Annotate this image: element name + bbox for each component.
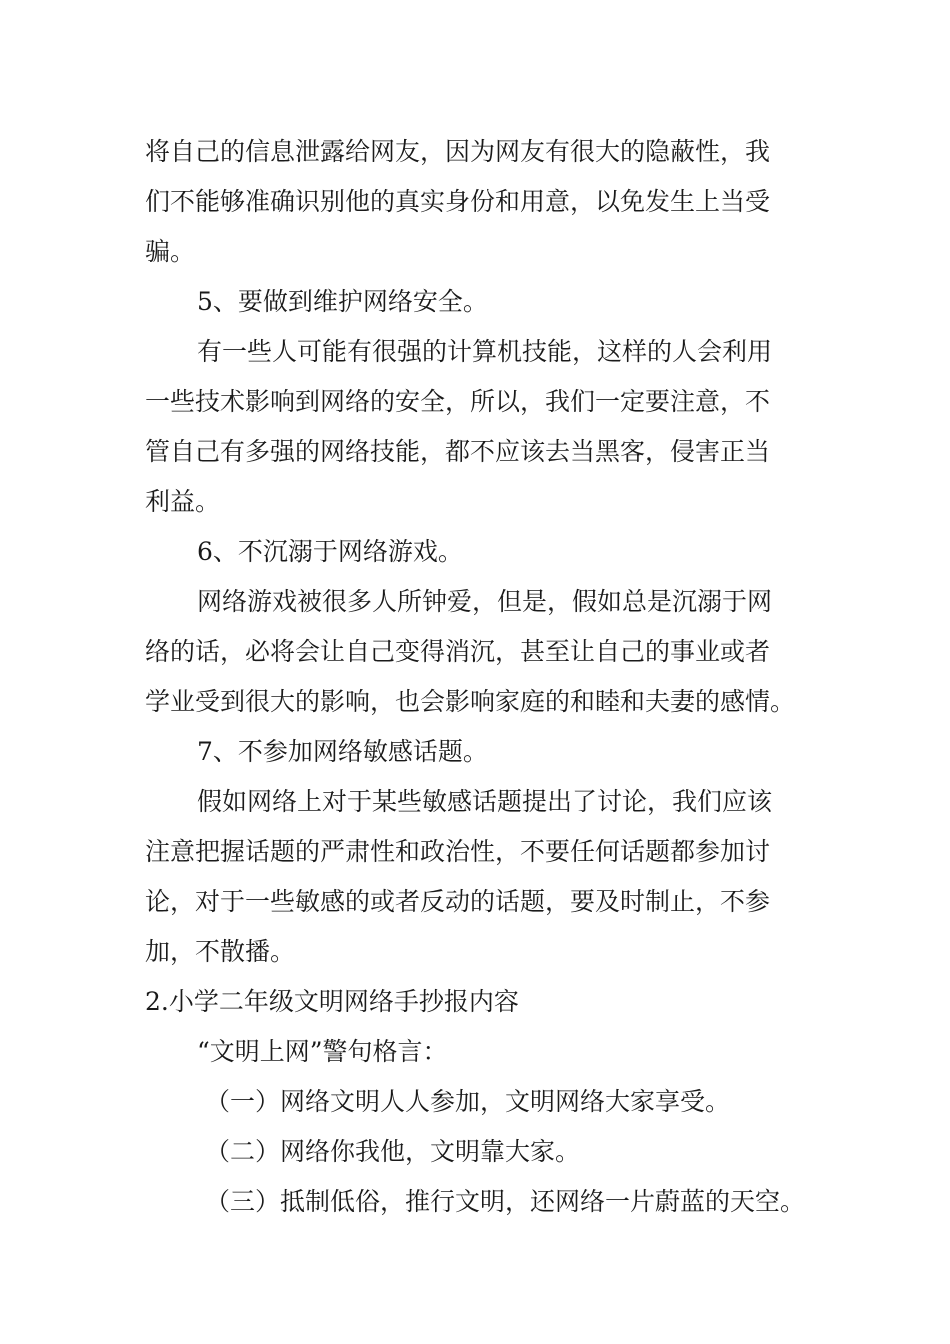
body-line: 将自己的信息泄露给网友，因为网友有很大的隐蔽性，我 <box>145 137 771 166</box>
body-line: 利益。 <box>145 487 221 516</box>
body-line: 管自己有多强的网络技能，都不应该去当黑客，侵害正当 <box>145 437 771 466</box>
motto-item: （二）网络你我他，文明靠大家。 <box>205 1137 581 1166</box>
body-line: 注意把握话题的严肃性和政治性，不要任何话题都参加讨 <box>145 837 771 866</box>
body-line: 网络游戏被很多人所钟爱，但是，假如总是沉溺于网 <box>197 587 773 616</box>
body-line: 学业受到很大的影响，也会影响家庭的和睦和夫妻的感情。 <box>145 687 796 716</box>
body-line: 一些技术影响到网络的安全，所以，我们一定要注意，不 <box>145 387 771 416</box>
body-line: 络的话，必将会让自己变得消沉，甚至让自己的事业或者 <box>145 637 771 666</box>
section-heading: 6、不沉溺于网络游戏。 <box>197 537 463 566</box>
body-line: 骗。 <box>145 237 196 266</box>
motto-item: （三）抵制低俗，推行文明，还网络一片蔚蓝的天空。 <box>205 1187 806 1216</box>
body-line: 们不能够准确识别他的真实身份和用意，以免发生上当受 <box>145 187 771 216</box>
motto-item: （一）网络文明人人参加，文明网络大家享受。 <box>205 1087 731 1116</box>
subheading: “文明上网”警句格言： <box>197 1037 448 1066</box>
document-body <box>145 127 815 1227</box>
body-line: 有一些人可能有很强的计算机技能，这样的人会利用 <box>197 337 773 366</box>
body-line: 论，对于一些敏感的或者反动的话题，要及时制止，不参 <box>145 887 771 916</box>
section-heading: 5、要做到维护网络安全。 <box>197 287 488 316</box>
body-line: 假如网络上对于某些敏感话题提出了讨论，我们应该 <box>197 787 773 816</box>
article-heading: 2.小学二年级文明网络手抄报内容 <box>145 987 519 1016</box>
section-heading: 7、不参加网络敏感话题。 <box>197 737 488 766</box>
body-line: 加，不散播。 <box>145 937 296 966</box>
